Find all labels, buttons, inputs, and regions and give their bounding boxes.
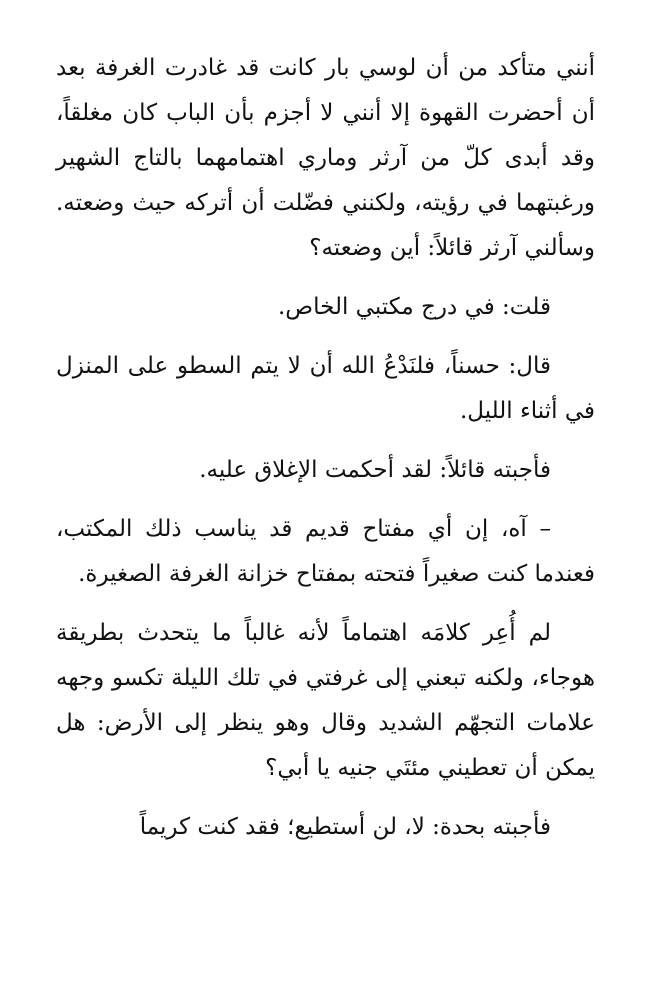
paragraph-2: قلت: في درج مكتبي الخاص. — [278, 294, 551, 320]
paragraph-4: فأجبته قائلاً: لقد أحكمت الإغلاق عليه. — [199, 457, 551, 483]
page-body-text — [56, 46, 595, 864]
paragraph-5: – آه، إن أي مفتاح قديم قد يناسب ذلك المكتب، فعندما كنت صغيراً فتحته بمفتاح خزانة الغرفة الصغيرة. — [56, 516, 595, 587]
paragraph-7: فأجبته بحدة: لا، لن أستطيع؛ فقد كنت كريماً — [139, 814, 551, 840]
paragraph-3: قال: حسناً، فلنَدْعُ الله أن لا يتم السطو على المنزل في أثناء الليل. — [56, 353, 595, 424]
paragraph-6: لم أُعِر كلامَه اهتماماً لأنه غالباً ما يتحدث بطريقة هوجاء، ولكنه تبعني إلى غرفتي في تلك الليلة تكسو وجهه علامات التجهّم الشديد وقال وهو ينظر إلى الأرض: هل يمكن أن تعطيني مئتَي جنيه يا أبي؟ — [56, 620, 595, 781]
paragraph-1: أنني متأكد من أن لوسي بار كانت قد غادرت الغرفة بعد أن أحضرت القهوة إلا أنني لا أجزم بأن الباب كان مغلقاً، وقد أبدى كلّ من آرثر وماري اهتمامهما بالتاج الشهير ورغبتهما في رؤيته، ولكنني فضّلت أن أتركه حيث وضعته. وسألني آرثر قائلاً: أين وضعته؟ — [56, 55, 595, 261]
